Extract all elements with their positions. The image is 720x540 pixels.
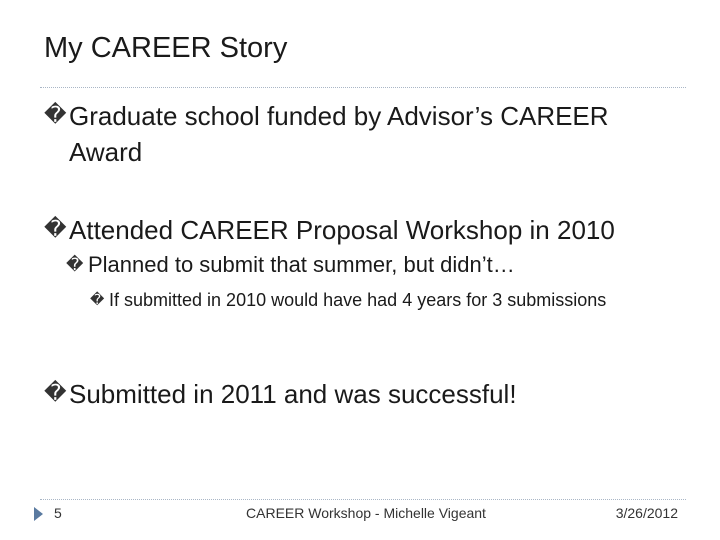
bullet-item [44, 212, 704, 248]
slide-number: 5 [54, 505, 62, 521]
footer-text: CAREER Workshop - Michelle Vigeant [246, 505, 486, 521]
bullet-marker-icon: � [44, 217, 67, 242]
bullet-marker-icon: � [90, 292, 105, 308]
footer-divider [40, 499, 686, 500]
bullet-text: Attended CAREER Proposal Workshop in 2010 [69, 215, 615, 245]
footer-date: 3/26/2012 [615, 505, 678, 521]
title-divider [40, 87, 686, 88]
slide-title: My CAREER Story [44, 32, 288, 64]
bullet-text: If submitted in 2010 would have had 4 years for 3 submissions [109, 290, 607, 310]
bullet-item [44, 98, 684, 170]
bullet-item [44, 376, 684, 412]
bullet-marker-icon: � [66, 255, 84, 275]
bullet-text: Graduate school funded by Advisor’s CAREER Award [69, 101, 609, 167]
bullet-item [90, 287, 610, 313]
bullet-item [66, 250, 686, 280]
arrow-icon [34, 507, 43, 521]
bullet-marker-icon: � [44, 381, 67, 406]
bullet-text: Planned to submit that summer, but didn’t… [88, 252, 515, 277]
bullet-text: Submitted in 2011 and was successful! [69, 379, 517, 409]
bullet-marker-icon: � [44, 103, 67, 128]
